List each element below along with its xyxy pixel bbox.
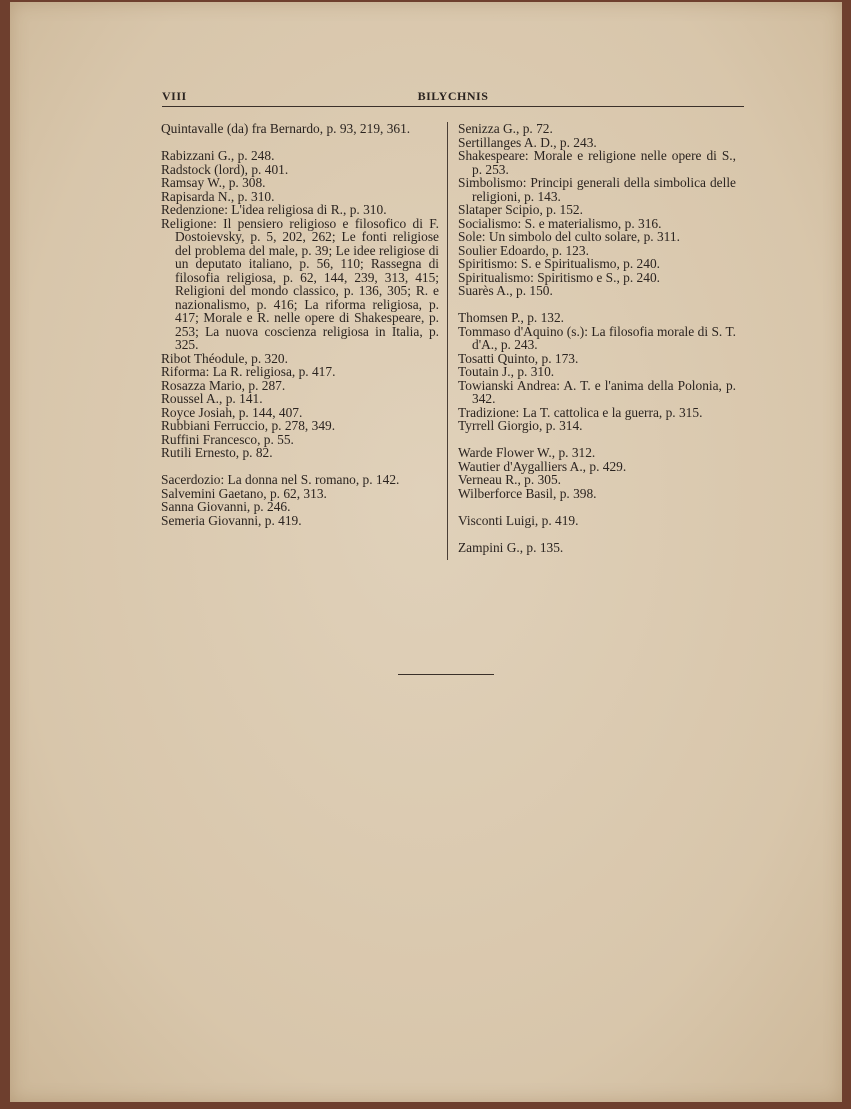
index-entry: Towianski Andrea: A. T. e l'anima della Polonia, p. 342. <box>458 377 736 406</box>
index-entry: Religione: Il pensiero religioso e filosofico di F. Dostoievsky, p. 5, 202, 262; Le fonti religiose del problema del male, p. 39; Le idee religiose di un deputato italiano, p. 56, 110; Rassegna di filosofia religiosa, p. 62, 144, 239, 313, 415; Religioni del mondo classico, p. 136, 305; R. e nazionalismo, p. 416; La riforma religiosa, p. 417; Morale e R. nelle opere di Shakespeare, p. 253; La nuova coscienza religiosa in Italia, p. 325. <box>161 215 439 352</box>
index-entry: Sacerdozio: La donna nel S. romano, p. 142. <box>161 472 400 487</box>
running-title: BILYCHNIS <box>417 89 489 103</box>
index-entry: Shakespeare: Morale e religione nelle opere di S., p. 253. <box>458 148 736 177</box>
index-entry: Spiritualismo: Spiritismo e S., p. 240. <box>458 269 660 285</box>
group-gap <box>161 136 439 150</box>
index-entry: Toutain J., p. 310. <box>458 364 555 379</box>
index-entry: Sole: Un simbolo del culto solare, p. 311. <box>458 229 680 244</box>
index-entry: Simbolismo: Principi generali della simbolica delle religioni, p. 143. <box>458 175 736 204</box>
group-gap <box>458 500 736 514</box>
index-entry: Wautier d'Aygalliers A., p. 429. <box>458 458 627 474</box>
index-entry: Rubbiani Ferruccio, p. 278, 349. <box>161 418 336 433</box>
index-entry: Tyrrell Giorgio, p. 314. <box>458 418 583 433</box>
index-entry: Warde Flower W., p. 312. <box>458 445 596 460</box>
index-entry: Tosatti Quinto, p. 173. <box>458 350 579 366</box>
index-entry: Ruffini Francesco, p. 55. <box>161 431 294 447</box>
index-column-left <box>161 122 439 527</box>
index-entry: Semeria Giovanni, p. 419. <box>161 512 302 528</box>
end-rule <box>398 674 494 675</box>
group-gap <box>458 298 736 312</box>
index-entry: Rosazza Mario, p. 287. <box>161 377 286 393</box>
index-entry: Redenzione: L'idea religiosa di R., p. 310. <box>161 202 387 217</box>
index-entry: Sanna Giovanni, p. 246. <box>161 499 291 514</box>
index-entry: Verneau R., p. 305. <box>458 472 562 487</box>
column-divider <box>447 122 448 560</box>
index-entry: Zampini G., p. 135. <box>458 539 564 555</box>
index-entry: Visconti Luigi, p. 419. <box>458 512 579 528</box>
index-entry: Wilberforce Basil, p. 398. <box>458 485 597 501</box>
index-entry: Suarès A., p. 150. <box>458 283 553 298</box>
index-entry: Spiritismo: S. e Spiritualismo, p. 240. <box>458 256 660 271</box>
index-entry: Rabizzani G., p. 248. <box>161 148 275 163</box>
index-entry: Socialismo: S. e materialismo, p. 316. <box>458 215 662 231</box>
index-entry: Roussel A., p. 141. <box>161 391 263 406</box>
book-page <box>10 2 842 1102</box>
group-gap <box>161 460 439 474</box>
index-entry: Senizza G., p. 72. <box>458 121 553 136</box>
index-entry: Rapisarda N., p. 310. <box>161 188 275 204</box>
index-entry: Tommaso d'Aquino (s.): La filosofia morale di S. T. d'A., p. 243. <box>458 323 736 352</box>
page-number: VIII <box>162 89 187 103</box>
index-entry: Rutili Ernesto, p. 82. <box>161 445 273 460</box>
index-entry: Soulier Edoardo, p. 123. <box>458 242 589 258</box>
index-entry: Sertillanges A. D., p. 243. <box>458 134 597 150</box>
index-entry: Ribot Théodule, p. 320. <box>161 350 288 366</box>
index-entry: Royce Josiah, p. 144, 407. <box>161 404 303 420</box>
index-column-right <box>458 122 736 554</box>
index-entry: Tradizione: La T. cattolica e la guerra, p. 315. <box>458 404 703 420</box>
index-entry: Slataper Scipio, p. 152. <box>458 202 583 217</box>
index-entry: Thomsen P., p. 132. <box>458 310 565 325</box>
group-gap <box>458 527 736 541</box>
index-entry: Quintavalle (da) fra Bernardo, p. 93, 219, 361. <box>161 121 411 136</box>
index-entry: Radstock (lord), p. 401. <box>161 161 289 177</box>
index-entry: Ramsay W., p. 308. <box>161 175 266 190</box>
index-entry: Riforma: La R. religiosa, p. 417. <box>161 364 336 379</box>
group-gap <box>458 433 736 447</box>
page-header <box>162 86 744 107</box>
index-entry: Salvemini Gaetano, p. 62, 313. <box>161 485 327 501</box>
